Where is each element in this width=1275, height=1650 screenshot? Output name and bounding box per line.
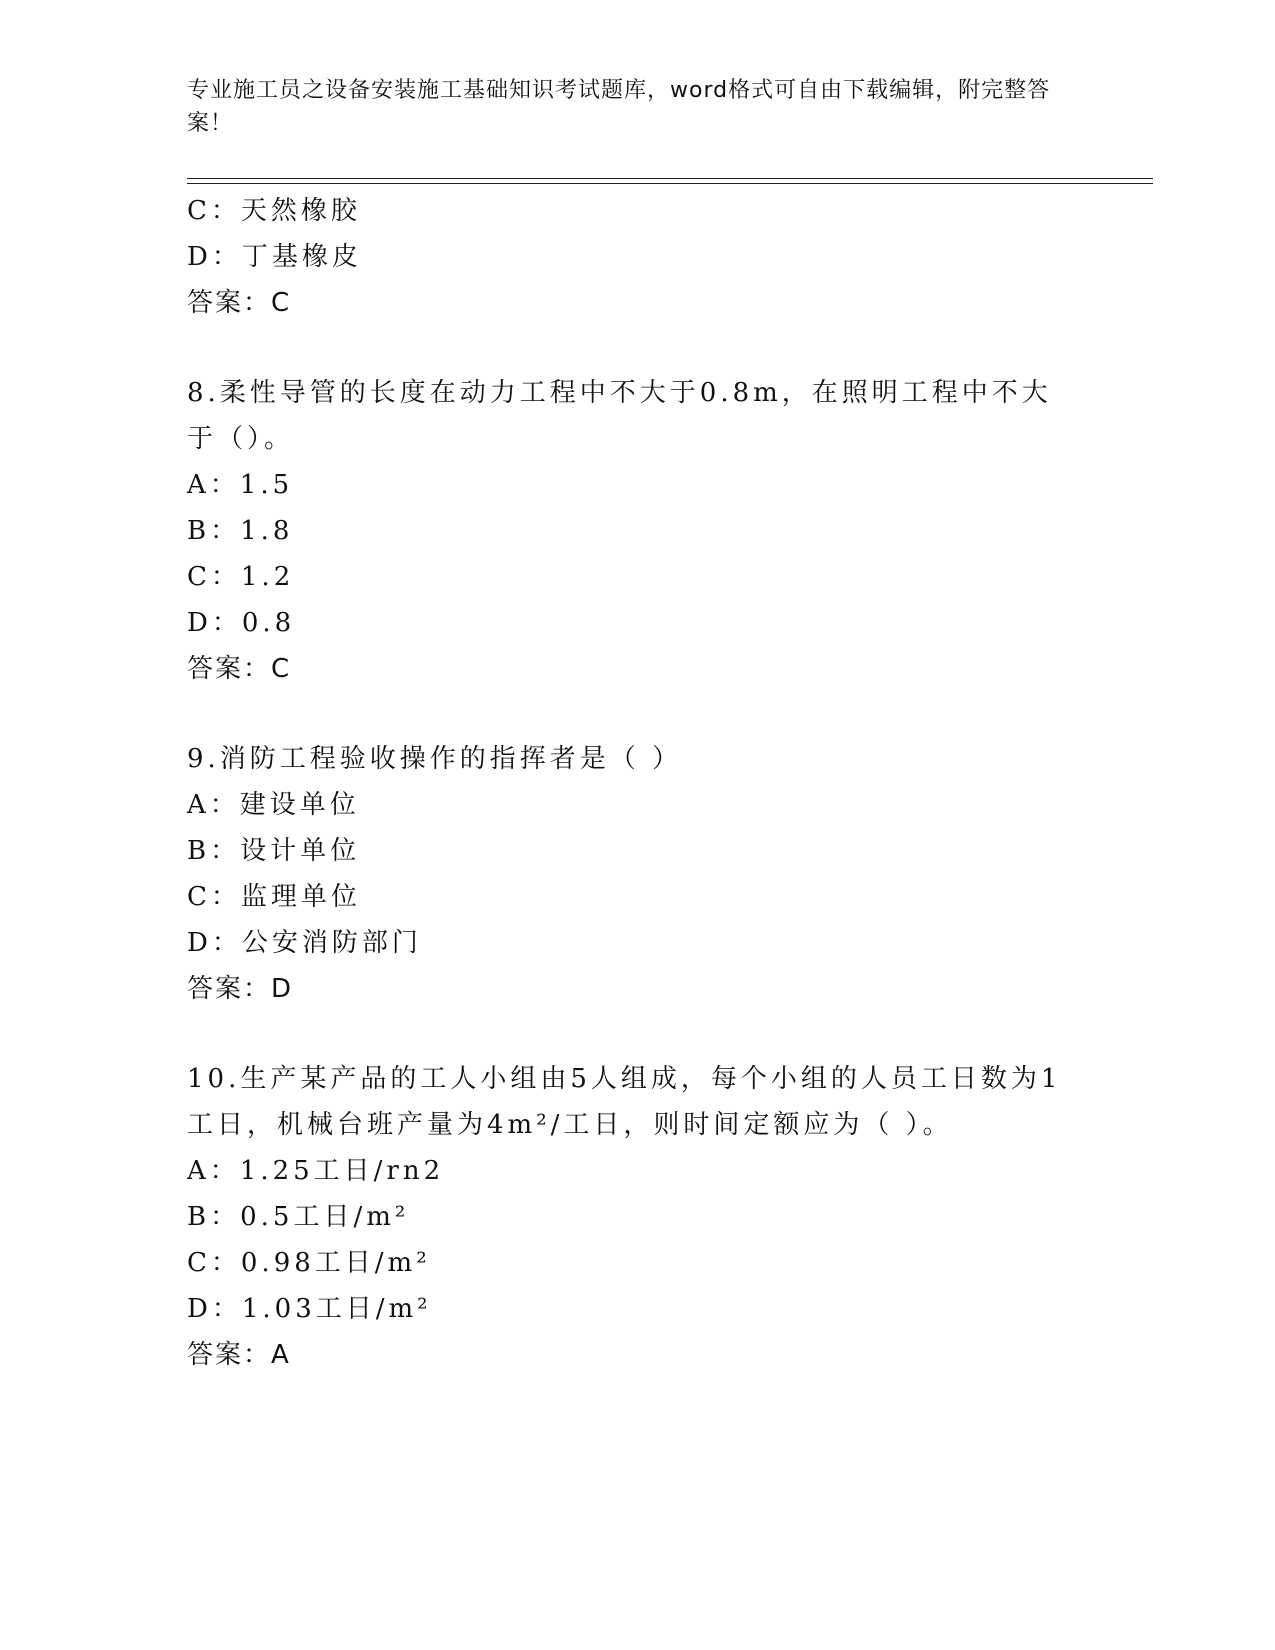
question-8 <box>187 370 1087 692</box>
option-b: B：设计单位 <box>187 836 361 866</box>
answer-line: 答案：A <box>187 1340 291 1370</box>
answer-line: 答案：C <box>187 654 292 684</box>
header-rule-top <box>187 178 1153 179</box>
option-d: D：1.03工日/m² <box>187 1294 432 1324</box>
question-stem: 9.消防工程验收操作的指挥者是（ ） <box>187 744 683 774</box>
question-list <box>187 188 1087 1378</box>
option-d: D：0.8 <box>187 608 296 638</box>
question-10 <box>187 1056 1087 1378</box>
spacer <box>187 326 1087 370</box>
question-stem: 8.柔性导管的长度在动力工程中不大于0.8m，在照明工程中不大于（）。 <box>187 378 1052 454</box>
document-header: 专业施工员之设备安装施工基础知识考试题库，word格式可自由下载编辑，附完整答案！ <box>187 78 1051 136</box>
spacer <box>187 692 1087 736</box>
previous-question-tail <box>187 188 1087 326</box>
header-rule-bottom <box>187 183 1153 184</box>
question-9 <box>187 736 1087 1012</box>
option-b: B：0.5工日/m² <box>187 1202 410 1232</box>
answer-line: 答案：C <box>187 288 292 318</box>
option-d: D：丁基橡皮 <box>187 242 362 272</box>
option-c: C：天然橡胶 <box>187 196 361 226</box>
answer-line: 答案：D <box>187 974 294 1004</box>
option-a: A：1.5 <box>187 470 294 500</box>
option-c: C：1.2 <box>187 562 295 592</box>
option-b: B：1.8 <box>187 516 294 546</box>
option-c: C：0.98工日/m² <box>187 1248 431 1278</box>
question-stem: 10.生产某产品的工人小组由5人组成，每个小组的人员工日数为1工日，机械台班产量为4m²/工日，则时间定额应为（ ）。 <box>187 1064 1062 1140</box>
spacer <box>187 1012 1087 1056</box>
option-c: C：监理单位 <box>187 882 361 912</box>
option-a: A：建设单位 <box>187 790 360 820</box>
option-d: D：公安消防部门 <box>187 928 422 958</box>
option-a: A：1.25工日/rn2 <box>187 1156 445 1186</box>
